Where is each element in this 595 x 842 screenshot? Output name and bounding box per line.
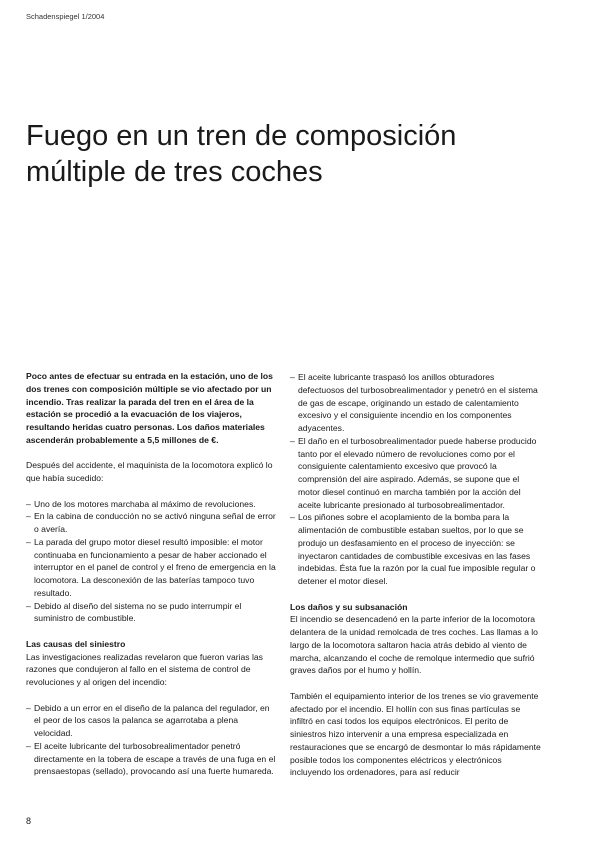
list-item: – El daño en el turbosobrealimentador puede haberse producido tanto por el elevado número de revoluciones como por el consiguiente calentamiento excesivo que provocó la comprensión del aire aspirado. Además, se supone que el motor diesel continuó en marcha también por la acción del aceite lubricante presionado al turbosobrealimentador. (290, 435, 542, 512)
list-item: – Debido al diseño del sistema no se pudo interrumpir el suministro de combustible. (26, 600, 278, 626)
list-item: – La parada del grupo motor diesel resultó imposible: el motor continuaba en funcionamiento a pesar de haber accionado el interruptor en el panel de control y el freno de emergencia en la locomotora. La desconexión de las baterías tampoco tuvo resultado. (26, 536, 278, 600)
intro-paragraph: Después del accidente, el maquinista de la locomotora explicó lo que había sucedido: (26, 460, 273, 483)
list-item: – Los piñones sobre el acoplamiento de la bomba para la alimentación de combustible estaban sueltos, por lo que se produjo un desfasamiento en el proceso de inyección: se inyectaron cantidades de combustible excesivas en las fases indebidas. Ésta fue la razón por la cual fue imposible regular o detener el motor diesel. (290, 511, 542, 588)
driver-statement-list (26, 498, 278, 626)
lead-paragraph: Poco antes de efectuar su entrada en la estación, uno de los dos trenes con composición múltiple se vio afectado por un incendio. Tras realizar la parada del tren en el área de la estación se procedió a la evacuación de los viajeros, resultando heridas cuatro personas. Los daños materiales ascenderán probablemente a 5,5 millones de €. (26, 371, 273, 445)
left-column (26, 370, 278, 778)
list-item: – El aceite lubricante traspasó los anillos obturadores defectuosos del turbosobrealimentador y penetró en el sistema de gas de escape, originando un estado de calentamiento excesivo y el consiguiente incendio en los componentes adyacentes. (290, 371, 542, 435)
list-item: – En la cabina de conducción no se activó ninguna señal de error o avería. (26, 510, 278, 536)
title-line-2: múltiple de tres coches (26, 156, 323, 188)
causes-paragraph: Las investigaciones realizadas revelaron que fueron varias las razones que condujeron al fallo en el sistema de control de revoluciones y al origen del incendio: (26, 651, 263, 687)
damages-paragraph-2: También el equipamiento interior de los trenes se vio gravemente afectado por el incendio. El hollín con sus finas partículas se infiltró en casi todos los equipos electrónicos. El perito de siniestros hizo intervenir a una empresa especializada en restauraciones que se encargó de desmontar lo más rápidamente posible todos los componentes eléctricos y electrónicos incluyendo los ordenadores, para así reducir (290, 690, 541, 778)
list-item: – Debido a un error en el diseño de la palanca del regulador, en el peor de los casos la palanca se agarrotaba a plena velocidad. (26, 702, 278, 740)
right-column (290, 371, 542, 779)
article-title (26, 118, 566, 190)
section-heading-damages: Los daños y su subsanación (290, 601, 408, 612)
damages-paragraph-1: El incendio se desencadenó en la parte inferior de la locomotora delantera de la unidad remolcada de tres coches. Las llamas a lo largo de la locomotora saltaron hacia atrás debido al viento de marcha, alcanzando el coche de remolque intermedio que sufrió graves daños por el humo y hollín. (290, 614, 538, 676)
list-item: – Uno de los motores marchaba al máximo de revoluciones. (26, 498, 278, 511)
list-item: – El aceite lubricante del turbosobrealimentador penetró directamente en la tobera de escape a través de una fuga en el prensaestopas (sellado), provocando así una fuerte humareda. (26, 740, 278, 778)
section-heading-causes: Las causas del siniestro (26, 638, 126, 649)
causes-list (26, 702, 278, 779)
causes-list-continued (290, 371, 542, 588)
page-number: 8 (26, 816, 32, 826)
running-header: Schadenspiegel 1/2004 (26, 12, 105, 21)
title-line-1: Fuego en un tren de composición (26, 120, 457, 152)
